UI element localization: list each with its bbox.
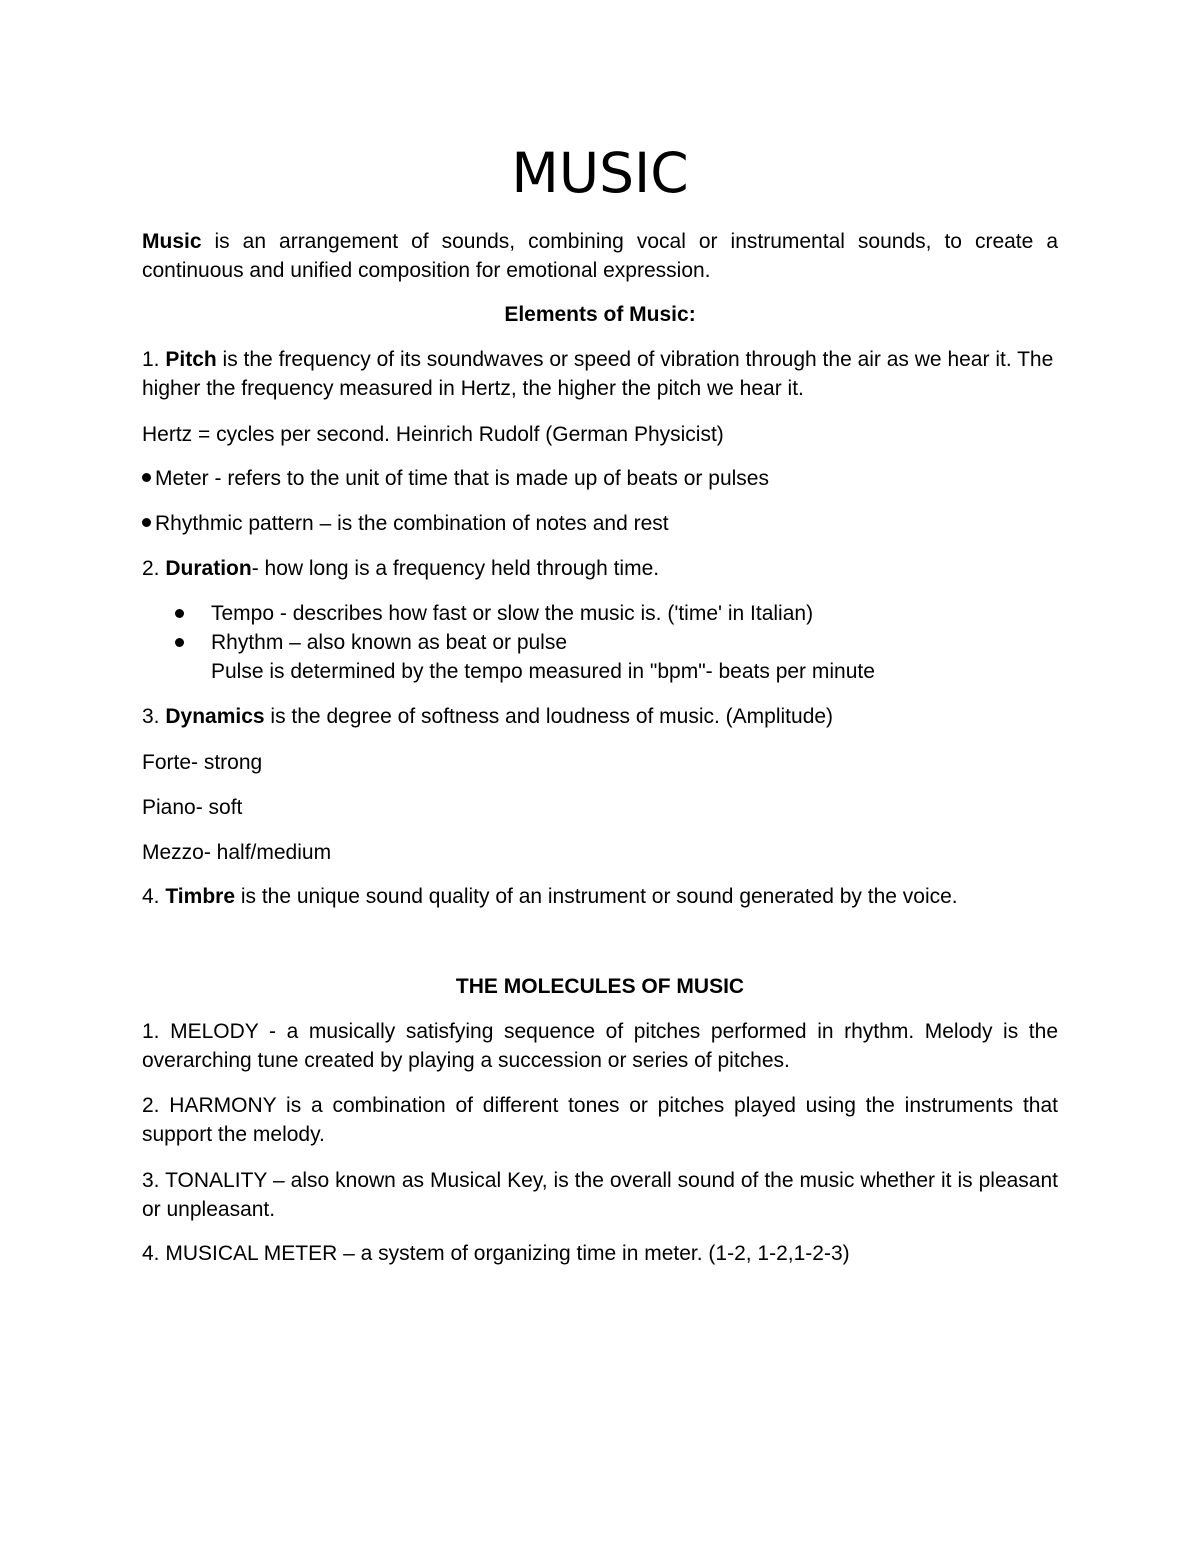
rhythmic-pattern-text: Rhythmic pattern – is the combination of notes and rest <box>155 512 669 535</box>
duration-bullet-list <box>142 599 1058 686</box>
duration-term: Duration <box>165 557 252 580</box>
list-item-tempo <box>142 599 1058 628</box>
elements-heading <box>142 300 1058 329</box>
pulse-text: Pulse is determined by the tempo measured in "bpm"- beats per minute <box>211 660 875 683</box>
pitch-paragraph <box>142 345 1058 403</box>
duration-text: - how long is a frequency held through time. <box>251 557 660 580</box>
dynamics-paragraph <box>142 702 1058 731</box>
timbre-text: is the unique sound quality of an instrument or sound generated by the voice. <box>235 885 958 908</box>
forte-line: Forte- strong <box>142 751 263 774</box>
pitch-term: Pitch <box>165 348 217 371</box>
document-title: MUSIC <box>511 141 689 205</box>
dynamics-number: 3. <box>142 705 166 728</box>
intro-text: is an arrangement of sounds, combining vocal or instrumental sounds, to create a continuous and unified composition for emotional expression. <box>142 230 1058 282</box>
hertz-line: Hertz = cycles per second. Heinrich Rudolf (German Physicist) <box>142 423 724 446</box>
pitch-number: 1. <box>142 348 166 371</box>
bullet-icon <box>142 518 151 527</box>
duration-number: 2. <box>142 557 166 580</box>
list-item-rhythm <box>142 628 1058 657</box>
intro-paragraph <box>142 227 1058 285</box>
harmony-paragraph: 2. HARMONY is a combination of different tones or pitches played using the instruments that support the melody. <box>142 1094 1058 1146</box>
tempo-text: Tempo - describes how fast or slow the music is. ('time' in Italian) <box>211 602 814 625</box>
meter-text: Meter - refers to the unit of time that is made up of beats or pulses <box>155 467 769 490</box>
dynamics-term: Dynamics <box>165 705 265 728</box>
intro-term: Music <box>142 230 202 253</box>
molecules-heading-text: THE MOLECULES OF MUSIC <box>455 975 745 998</box>
bullet-icon <box>175 638 184 647</box>
mezzo-line: Mezzo- half/medium <box>142 841 332 864</box>
timbre-paragraph <box>142 882 1058 911</box>
bullet-icon <box>142 473 151 482</box>
timbre-term: Timbre <box>165 885 235 908</box>
list-item-pulse <box>142 657 1058 686</box>
bullet-icon <box>175 609 184 618</box>
piano-line: Piano- soft <box>142 796 243 819</box>
duration-paragraph <box>142 554 1058 583</box>
elements-heading-text: Elements of Music: <box>504 303 696 326</box>
molecules-heading <box>142 972 1058 1001</box>
pitch-text: is the frequency of its soundwaves or speed of vibration through the air as we hear it. The higher the frequency measured in Hertz, the higher the pitch we hear it. <box>142 348 1054 400</box>
rhythmic-pattern-line <box>142 509 1058 538</box>
dynamics-text: is the degree of softness and loudness of music. (Amplitude) <box>264 705 834 728</box>
meter-line <box>142 464 1058 493</box>
timbre-number: 4. <box>142 885 166 908</box>
rhythm-text: Rhythm – also known as beat or pulse <box>211 631 568 654</box>
melody-paragraph: 1. MELODY - a musically satisfying sequence of pitches performed in rhythm. Melody is the overarching tune created by playing a succession or series of pitches. <box>142 1020 1058 1072</box>
musical-meter-paragraph: 4. MUSICAL METER – a system of organizing time in meter. (1-2, 1-2,1-2-3) <box>142 1242 850 1265</box>
tonality-paragraph: 3. TONALITY – also known as Musical Key, is the overall sound of the music whether it is pleasant or unpleasant. <box>142 1169 1058 1221</box>
